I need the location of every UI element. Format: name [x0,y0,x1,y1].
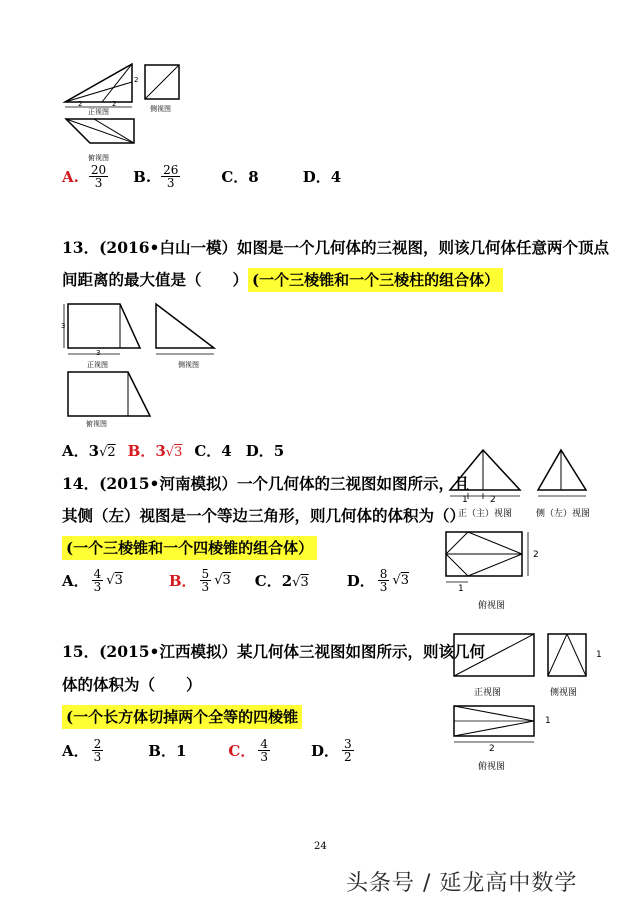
q14-top-label: 俯视图 [478,601,506,611]
q14-side-label: 侧（左）视图 [536,509,591,519]
q14-highlight-line [62,537,317,558]
q14-option-a: A． $\frac{4}{3}$ √3 [62,567,123,594]
q12-option-c: C．8 [221,168,259,186]
q12-option-d: D．4 [302,168,342,186]
q15-front-view [452,632,542,682]
q12-top-view [64,117,139,147]
q15-options [62,738,357,763]
q12-side-label: 侧视图 [150,105,171,113]
q15-option-c: C． $\frac{4}{3}$ [228,737,268,764]
q13-option-b: B．3√3 [127,442,183,460]
q15-side-view [546,632,596,682]
watermark: 头条号 / 延龙高中数学 [346,871,578,896]
q15-option-d: D． $\frac{3}{2}$ [311,737,352,764]
q13-top-view [66,370,156,425]
q15-line1: 15．(2015•江西模拟）某几何体三视图如图所示，则该几何 [62,642,485,661]
q15-top-view [452,704,542,754]
q13-front-label: 正视图 [87,361,108,369]
q13-dim-3b: 3 [96,349,101,357]
q12-front-label: 正视图 [88,108,109,116]
q12-dim-2c: 2 [134,76,139,84]
q13-top-label: 俯视图 [86,420,107,428]
q13-line2-text: 间距离的最大值是（ ） [62,270,249,289]
q13-option-d: D．5 [245,442,285,460]
q12-dim-2b: 2 [112,100,117,108]
q12-option-b-letter: B. [133,167,152,186]
q15-top-label: 俯视图 [478,762,506,772]
q12-top-label: 俯视图 [88,154,109,162]
q14-dim-1: 1 [462,495,468,505]
q14-options [62,568,409,593]
q12-side-view [144,64,184,104]
q13-dim-3a: 3 [61,322,66,330]
q13-line2 [62,268,503,290]
q13-highlight: (一个三棱锥和一个三棱柱的组合体） [248,268,503,292]
q12-dim-2a: 2 [78,100,83,108]
q15-highlight: (一个长方体切掉两个全等的四棱锥 [62,705,302,729]
q14-option-d: D． $\frac{8}{3}$ √3 [346,567,409,594]
q15-highlight-line [62,706,302,727]
q13-side-view [154,302,224,357]
q15-front-label: 正视图 [474,688,502,698]
q15-side-label: 侧视图 [550,688,578,698]
q13-line1: 13．(2016•白山一模）如图是一个几何体的三视图，则该几何体任意两个顶点 [62,238,609,257]
q12-option-b-fraction: $\frac{26}{3}$ [163,163,179,190]
page-number: 24 [314,841,327,852]
q14-side-view [536,448,596,503]
q12-front-view [62,60,142,110]
q14-dim-2: 2 [490,495,496,505]
q13-front-view [62,302,152,362]
q13-side-label: 侧视图 [178,361,199,369]
q12-option-a-letter: A. [62,167,79,186]
q15-option-a: A． $\frac{2}{3}$ [62,737,102,764]
q14-option-b: B． $\frac{5}{3}$ √3 [168,567,231,594]
q13-option-c: C．4 [194,442,232,460]
q14-option-c: C．2√3 [254,572,309,590]
q14-highlight: (一个三棱锥和一个四棱锥的组合体） [62,536,317,560]
q15-dim-1a: 1 [596,650,602,660]
q14-line2: 其侧（左）视图是一个等边三角形，则几何体的体积为（） [62,506,466,525]
q14-front-view [448,448,528,503]
q13-option-a: A．3√2 [62,442,116,460]
q14-dim-1b: 1 [458,584,464,594]
q14-dim-2v: 2 [533,550,539,560]
q15-dim-2: 2 [489,744,495,754]
q15-option-b: B．1 [148,742,187,760]
q15-dim-1b: 1 [545,716,551,726]
q15-line2: 体的体积为（ ） [62,675,202,694]
q14-front-label: 正（主）视图 [458,509,513,519]
q12-option-a-fraction: $\frac{20}{3}$ [90,163,107,190]
q12-options [62,164,341,189]
q14-line1: 14．(2015•河南模拟）一个几何体的三视图如图所示，且 [62,474,470,493]
q13-options [62,440,284,461]
